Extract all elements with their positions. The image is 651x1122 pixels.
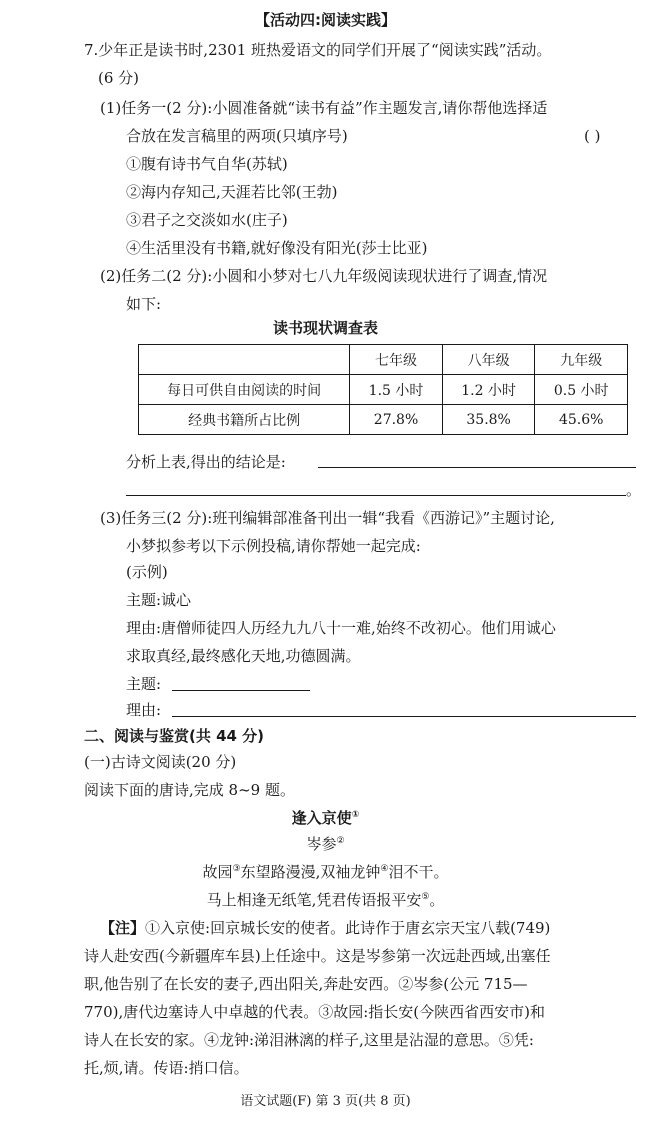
task3-line1: (3)任务三(2 分):班刊编辑部准备刊出一辑“我看《西游记》”主题讨论,	[100, 509, 555, 527]
poem-note-5: ⑤	[421, 892, 430, 902]
q7-score: (6 分)	[98, 69, 140, 87]
task3-theme-label: 主题:	[126, 675, 162, 693]
table-cell: 35.8%	[442, 405, 535, 435]
task1-line2: 合放在发言稿里的两项(只填序号)	[126, 127, 348, 145]
task3-theme-answer-line[interactable]	[172, 690, 310, 691]
table-cell: 27.8%	[350, 405, 443, 435]
poem-title-note: ①	[351, 810, 360, 820]
task2-line2: 如下:	[126, 295, 162, 313]
table-header-grade7: 七年级	[350, 345, 443, 375]
table-header-blank	[139, 345, 350, 375]
poem-line-2-part-a: 马上相逢无纸笔,凭君传语报平安	[206, 891, 422, 909]
poem-title	[0, 808, 651, 828]
poem-line-2-part-b: 。	[429, 891, 445, 909]
poem-note-4: ④	[380, 864, 389, 874]
notes-line-1	[100, 918, 550, 938]
poem-line-1-part-c: 泪不干。	[388, 863, 449, 881]
table-title: 读书现状调查表	[272, 319, 378, 337]
task3-example-theme: 主题:诚心	[126, 591, 192, 609]
notes-line-2: 诗人赴安西(今新疆库车县)上任途中。这是岑参第一次远赴西域,出塞任	[84, 947, 551, 965]
notes-line-3: 职,他告别了在长安的妻子,西出阳关,奔赴安西。②岑参(公元 715—	[84, 975, 528, 993]
notes-line-4: 770),唐代边塞诗人中卓越的代表。③故园:指长安(今陕西省西安市)和	[84, 1003, 546, 1021]
task3-reason-label: 理由:	[126, 701, 162, 719]
task1-option-3: ③君子之交淡如水(庄子)	[126, 211, 288, 229]
poem-author	[0, 834, 651, 854]
notes-line-5: 诗人在长安的家。④龙钟:涕泪淋漓的样子,这里是沾湿的意思。⑤凭:	[84, 1031, 534, 1049]
poem-author-note: ②	[336, 836, 345, 846]
poem-line-1	[0, 862, 651, 882]
task2-answer-line-2[interactable]	[126, 495, 626, 496]
task3-line2: 小梦拟参考以下示例投稿,请你帮她一起完成:	[126, 537, 421, 555]
task3-example-reason-2: 求取真经,最终感化天地,功德圆满。	[126, 647, 361, 665]
survey-table	[138, 344, 628, 435]
task1-option-2: ②海内存知己,天涯若比邻(王勃)	[126, 183, 338, 201]
poem-note-3: ③	[232, 864, 241, 874]
task2-line1: (2)任务二(2 分):小圆和小梦对七八九年级阅读现状进行了调查,情况	[100, 267, 548, 285]
table-header-grade8: 八年级	[442, 345, 535, 375]
task1-option-1: ①腹有诗书气自华(苏轼)	[126, 155, 288, 173]
task1-line1: (1)任务一(2 分):小圆准备就“读书有益”作主题发言,请你帮他选择适	[100, 99, 548, 117]
notes-line-6: 托,烦,请。传语:捎口信。	[84, 1059, 249, 1077]
page-footer: 语文试题(F) 第 3 页(共 8 页)	[240, 1094, 411, 1109]
table-cell: 1.2 小时	[442, 375, 535, 405]
section2-heading: 二、阅读与鉴赏(共 44 分)	[84, 727, 265, 745]
task1-option-4: ④生活里没有书籍,就好像没有阳光(莎士比亚)	[126, 239, 428, 257]
table-cell: 0.5 小时	[535, 375, 628, 405]
table-cell: 每日可供自由阅读的时间	[139, 375, 350, 405]
table-cell: 经典书籍所占比例	[139, 405, 350, 435]
table-header-row	[139, 345, 628, 375]
table-header-grade9: 九年级	[535, 345, 628, 375]
task2-end-mark: 。	[626, 481, 642, 499]
poem-line-2	[0, 890, 651, 910]
task2-answer-line-1[interactable]	[318, 467, 636, 468]
task3-example-label: (示例)	[126, 563, 168, 581]
poem-author-text: 岑参	[306, 835, 337, 853]
poem-line-1-part-b: 东望路漫漫,双袖龙钟	[240, 863, 381, 881]
poem-line-1-part-a: 故园	[202, 863, 233, 881]
q7-stem-line1: 7.少年正是读书时,2301 班热爱语文的同学们开展了“阅读实践”活动。	[84, 41, 552, 59]
notes-line-1-text: ①入京使:回京城长安的使者。此诗作于唐玄宗天宝八载(749)	[145, 919, 551, 937]
poem-title-text: 逢入京使	[291, 809, 352, 827]
section2-sub: (一)古诗文阅读(20 分)	[84, 753, 237, 771]
table-cell: 1.5 小时	[350, 375, 443, 405]
task1-answer-paren[interactable]: ( )	[584, 127, 601, 145]
table-row	[139, 405, 628, 435]
table-cell: 45.6%	[535, 405, 628, 435]
task3-example-reason-1: 理由:唐僧师徒四人历经九九八十一难,始终不改初心。他们用诚心	[126, 619, 556, 637]
notes-label: 【注】	[100, 919, 146, 937]
section2-instruction: 阅读下面的唐诗,完成 8~9 题。	[84, 781, 295, 799]
table-row	[139, 375, 628, 405]
activity-heading: 【活动四:阅读实践】	[255, 11, 396, 29]
task2-prompt: 分析上表,得出的结论是:	[126, 453, 286, 471]
task3-reason-answer-line[interactable]	[172, 716, 636, 717]
